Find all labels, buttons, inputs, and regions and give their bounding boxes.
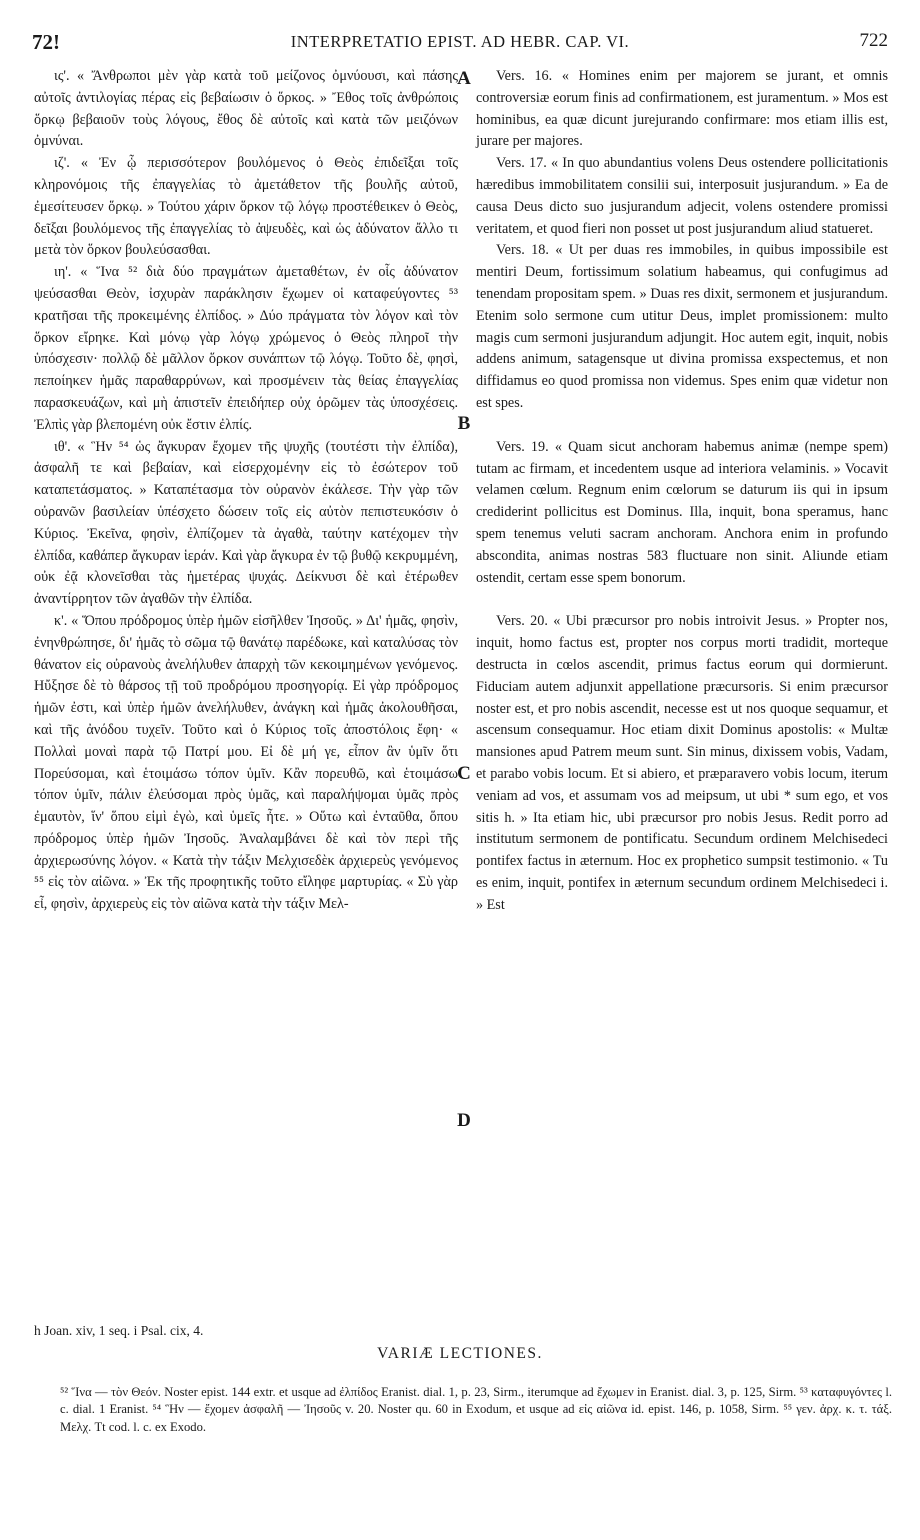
greek-verse-16: ις'. « Ἄνθρωποι μὲν γὰρ κατὰ τοῦ μείζονος ὀμνύουσι, καὶ πάσης αὐτοῖς ἀντιλογίας πέρας εἰς βεβαίωσιν ὁ ὅρκος. » Ἔθος τοῖς ἀνθρώποις ὅρκῳ βεβαιοῦν τοὺς λόγους, ἔθος δὲ αὐτοῖς καὶ κατὰ τῶν μειζόνων ὀμνύναι.	[34, 68, 458, 150]
varia-lectiones-text: ⁵² Ἵνα — τὸν Θεόν. Noster epist. 144 extr. et usque ad ἐλπίδος Eranist. dial. 1, p. 23, Sirm., iterumque ad ἔχωμεν in Eranist. dial. 3, p. 125, Sirm. ⁵³ καταφυγόντες l. c. dial. 1 Eranist. ⁵⁴ Ἣν — ἔχομεν ἀσφαλῆ — Ἰησοῦς v. 20. Noster qu. 60 in Exodum, et usque ad εἰς αἰῶνα id. epist. 146, p. 1058, Sirm. ⁵⁵ γεν. ἀρχ. κ. τ. τάξ. Μελχ. Tt cod. l. c. ex Exodo.	[60, 1385, 892, 1434]
greek-verse-19: ιθ'. « Ἣν ⁵⁴ ὡς ἄγκυραν ἔχομεν τῆς ψυχῆς (τουτέστι τὴν ἐλπίδα), ἀσφαλῆ τε καὶ βεβαίαν, καὶ εἰσερχομένην εἰς τὸ ἐσώτερον τοῦ καταπετάσματος. » Καταπέτασμα τὸν οὐρανὸν ἐκάλεσε. Τὴν γὰρ τῶν οὐρανῶν βασιλείαν ὑπέσχετο δώσειν τοῖς εἰς αὐτὸν πεπιστευκόσιν ὁ Κύριος. Ἐκεῖνα, φησὶν, ἐλπίζομεν τὰ ἀγαθὰ, ταύτην κατέχομεν τὴν ἐλπίδα, καθάπερ ἄγκυραν ἱεράν. Καὶ γὰρ ἄγκυρα ἐν τῷ βυθῷ κεκρυμμένη, οὐκ ἐᾷ κλονεῖσθαι τὰς ἡμετέρας ψυχάς. Δείκνυσι δὲ καὶ ἑτέρωθεν ἀναντίρρητον τῶν ἀγαθῶν τὴν ἐλπίδα.	[34, 438, 458, 608]
varia-lectiones-heading: VARIÆ LECTIONES.	[377, 1345, 543, 1362]
varia-lectiones	[60, 1384, 892, 1436]
margin-letter-a: A	[457, 68, 471, 89]
greek-column	[34, 66, 458, 916]
latin-verse-19: Vers. 19. « Quam sicut anchoram habemus animæ (nempe spem) tutam ac firmam, et incedentem usque ad interiora velaminis. » Vocavit velamen cœlum. Regnum enim cœlorum se daturum iis qui in ipsum crediderint pollicitus est Dominus. Illa, inquit, bona speramus, hanc spem tenemus veluti sacram anchoram. Anchora enim in profundo abscondita, animas nostras 583 fluctuare non sinit. Aliunde etiam ostendit, certam esse spem bonorum.	[476, 438, 888, 586]
margin-letter-c: C	[457, 763, 471, 784]
greek-verse-20: κ'. « Ὅπου πρόδρομος ὑπὲρ ἡμῶν εἰσῆλθεν Ἰησοῦς. » Δι' ἡμᾶς, φησὶν, ἐνηνθρώπησε, δι' ἡμᾶς τὸ σῶμα τῷ θανάτῳ παρέδωκε, καὶ καταλύσας τὸν θάνατον εἰς οὐρανοὺς ἀνελήλυθεν ἀπαρχὴ τῶν κεκοιμημένων γενόμενος. Ηὔξησε δὲ τὸ θάρσος τῇ τοῦ προδρόμου προσηγορίᾳ. Εἰ γὰρ πρόδρομος ἡμῶν ἐστι, καὶ ὑπὲρ ἡμῶν ἀνελήλυθεν, ἀνάγκη καὶ ἡμᾶς ἀκολουθῆσαι, καὶ τῆς ἀνόδου τυχεῖν. Τοῦτο καὶ ὁ Κύριος τοῖς ἀποστόλοις ἔφη· « Πολλαὶ μοναὶ παρὰ τῷ Πατρί μου. Εἰ δὲ μή γε, εἶπον ἂν ὑμῖν ὅτι Πορεύσομαι, καὶ ἑτοιμάσω τόπον ὑμῖν. Κἂν πορευθῶ, καὶ ἑτοιμάσω τόπον ὑμῖν, πάλιν ἐλεύσομαι πρὸς ὑμᾶς, καὶ παραλήψομαι ὑμᾶς πρὸς ἐμαυτὸν, ἵν' ὅπου εἰμὶ ἐγὼ, καὶ ὑμεῖς ἦτε. » Οὕτω καὶ ἐνταῦθα, ὅπου πρόδρομος ὑπὲρ ἡμῶν Ἰησοῦς. Ἀναλαμβάνει δὲ καὶ τὸν περὶ τῆς ἀρχιερωσύνης λόγον. « Κατὰ τὴν τάξιν Μελχισεδὲκ ἀρχιερεὺς γενόμενος ⁵⁵ εἰς τὸν αἰῶνα. » Ἐκ τῆς προφητικῆς τοῦτο εἴληφε μαρτυρίας. « Σὺ γὰρ εἶ, φησὶν, ἀρχιερεὺς εἰς τὸν αἰῶνα κατὰ τὴν τάξιν Μελ-	[34, 612, 458, 913]
latin-verse-17: Vers. 17. « In quo abundantius volens Deus ostendere pollicitationis hæredibus immobilitatem consilii sui, interposuit jusjurandum. » Ea de causa Deus dicto suo jusjurandum adjecit, volens ostendere promissi veritatem, et quod fieri non posset ut post jusjurandum aliud statueret.	[476, 155, 888, 237]
margin-letter-d: D	[457, 1110, 471, 1131]
latin-verse-18: Vers. 18. « Ut per duas res immobiles, in quibus impossibile est mentiri Deum, fortissimum solatium habeamus, qui confugimus ad tenendam propositam spem. » Duas res dixit, sermonem et jusjurandum. Etenim solo sermone cum utitur Deus, implet promissionem: multo magis cum sermoni jusjurandum adjungit. Hoc autem egit, inquit, nobis addens animum, satagensque ut divina promissa exspectemus, et non diffidamus eo quod promissa non videmus. Spes enim quæ videtur non est spes.	[476, 242, 888, 411]
margin-letter-b: B	[457, 413, 471, 434]
page-number-left: 72!	[32, 30, 60, 54]
latin-verse-20: Vers. 20. « Ubi præcursor pro nobis introivit Jesus. » Propter nos, inquit, homo factus est, propter nos corpus morti tradidit, morteque destructa in cœlos ascendit, primus factus eorum qui dormierunt. Fiduciam autem adjunxit appellatione præcursoris. Si enim præcursor noster est, et pro nobis ascendit, necesse est ut nos quoque sequamur, et ascensum consequamur. Hoc etiam dixit Dominus apostolis: « Multæ mansiones apud Patrem meum sunt. Sin minus, dixissem vobis, Vadam, et parabo vobis locum. Et si abiero, et præparavero vobis locum, iterum veniam ad vos, et assumam vos ad meipsum, ut ubi * sum ego, et vos sitis h. » Ita etiam hic, ubi præcursor pro nobis Jesus. Redit porro ad institutum sermonem de pontificatu. Secundum ordinem Melchisedeci pontifex factus in æternum. Hoc ex prophetico sumpsit testimonio. « Tu es enim, inquit, pontifex in æternum secundum ordinem Melchisedeci i. » Est	[476, 613, 888, 913]
footnotes: h Joan. xiv, 1 seq. i Psal. cix, 4.	[34, 1323, 204, 1338]
greek-verse-17: ιζ'. « Ἐν ᾧ περισσότερον βουλόμενος ὁ Θεὸς ἐπιδεῖξαι τοῖς κληρονόμοις τῆς ἐπαγγελίας τὸ ἀμετάθετον τῆς βουλῆς αὐτοῦ, ἐμεσίτευσεν ὅρκῳ. » Τούτου χάριν ὅρκον τῷ λόγῳ προστέθεικεν ὁ Θεὸς, δεῖξαι βουλόμενος τῆς ἐπαγγελίας τὸ ἀψευδὲς, καὶ ὡς ἀδύνατον ἄλλο τι μετὰ τὸν ὅρκον βουλεύσασθαι.	[34, 155, 458, 259]
running-title: INTERPRETATIO EPIST. AD HEBR. CAP. VI.	[290, 32, 630, 51]
page-number-right: 722	[859, 30, 888, 51]
greek-verse-18: ιη'. « Ἵνα ⁵² διὰ δύο πραγμάτων ἀμεταθέτων, ἐν οἷς ἀδύνατον ψεύσασθαι Θεὸν, ἰσχυρὰν παράκλησιν ἔχωμεν οἱ καταφεύγοντες ⁵³ κρατῆσαι τῆς προκειμένης ἐλπίδος. » Δύο πράγματα τὸν λόγον καὶ τὸν ὅρκον εἴρηκε. Καὶ μόνῳ γὰρ λόγῳ χρώμενος ὁ Θεὸς πληροῖ τὴν ὑπόσχεσιν· πολλῷ δὲ μᾶλλον ὅρκον συνάπτων τῷ λόγῳ. Τοῦτο δὲ, φησὶ, πεποίηκεν ἡμᾶς παραθαρρύνων, καὶ προσμένειν τὰς θείας ἐπαγγελίας παρασκευάζων, καὶ μὴ ἀπιστεῖν ἐπειδήπερ οὐχ ὁρῶμεν τὰς ὑποσχέσεις. Ἐλπὶς γὰρ βλεπομένη οὐκ ἔστιν ἐλπίς.	[34, 264, 458, 433]
latin-column	[476, 66, 888, 916]
latin-verse-16: Vers. 16. « Homines enim per majorem se jurant, et omnis controversiæ eorum finis ad confirmationem, est juramentum. » Mos est hominibus, ea quæ dicunt jurejurando confirmare: mos etiam illis est, jurare per majores.	[476, 68, 888, 150]
page-header	[32, 30, 888, 58]
